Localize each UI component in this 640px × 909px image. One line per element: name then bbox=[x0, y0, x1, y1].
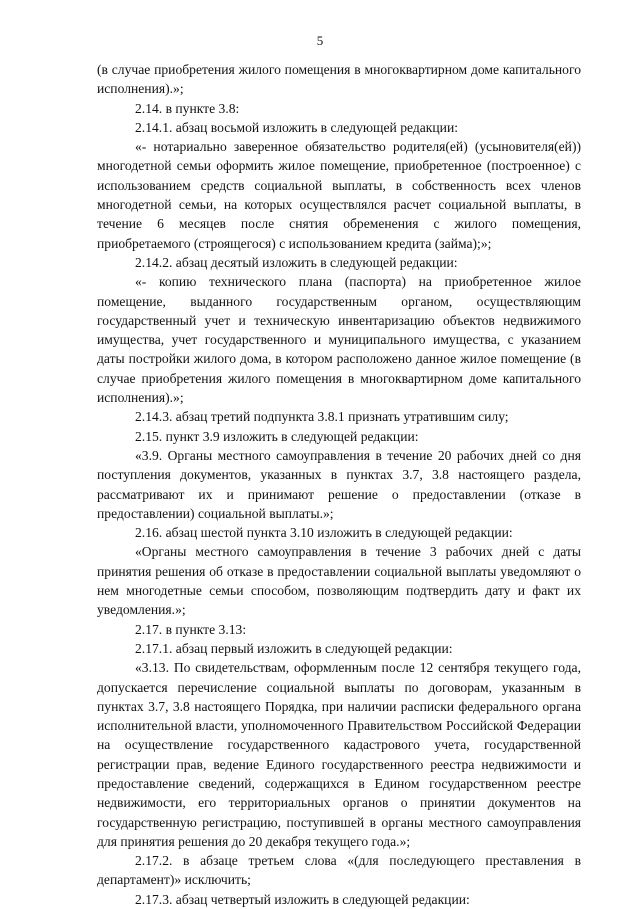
paragraph: 2.17.1. абзац первый изложить в следующей редакции: bbox=[135, 640, 453, 656]
paragraph: 2.17. в пункте 3.13: bbox=[135, 621, 247, 637]
paragraph: 2.14. в пункте 3.8: bbox=[135, 100, 240, 116]
paragraph: «Органы местного самоуправления в течение 3 рабочих дней с даты принятия решения об отказе в предоставлении социальной выплаты уведомляют о нем многодетные семьи способом, позволяющим подтвердить дату и факт их уведомления.»; bbox=[97, 544, 581, 618]
paragraph: 2.17.2. в абзаце третьем слова «(для последующего преставления в департамент)» исключить; bbox=[97, 853, 581, 888]
paragraph: «3.13. По свидетельствам, оформленным после 12 сентября текущего года, допускается перечисление социальной выплаты по договорам, указанным в пунктах 3.7, 3.8 настоящего Порядка, при наличии расписки федерального органа исполнительной власти, уполномоченного Правительством Российской Федерации на осуществление государственного кадастрового учета, государственной регистрации прав, ведение Единого государственного реестра недвижимости и предоставление сведений, содержащихся в Едином государственном реестре недвижимости, его территориальных органов о принятии документов на государственную регистрацию, поступившей в органы местного самоуправления для принятия решения до 20 декабря текущего года.»; bbox=[97, 660, 581, 849]
paragraph: «- копию технического плана (паспорта) на приобретенное жилое помещение, выданного государственным органом, осуществляющим государственный учет и техническую инвентаризацию объектов недвижимого имущества, учет государственного и муниципального имущества, с указанием даты постройки жилого дома, в котором расположено данное жилое помещение (в случае приобретения жилого помещения в многоквартирном доме капитального исполнения).»; bbox=[97, 274, 581, 406]
paragraph: 2.16. абзац шестой пункта 3.10 изложить в следующей редакции: bbox=[135, 525, 513, 541]
paragraph: 2.14.1. абзац восьмой изложить в следующей редакции: bbox=[135, 119, 459, 135]
paragraph: «- нотариально заверенное обязательство родителя(ей) (усыновителя(ей)) многодетной семьи оформить жилое помещение, приобретенное (построенное) с использованием средств социальной выплаты, в собственность всех членов многодетной семьи, на которых осуществлялся расчет социальной выплаты, в течение 6 месяцев после снятия обременения с жилого помещения, приобретаемого (строящегося) с использованием кредита (займа);»; bbox=[97, 139, 581, 251]
paragraph: «3.9. Органы местного самоуправления в течение 20 рабочих дней со дня поступления документов, указанных в пунктах 3.7, 3.8 настоящего раздела, рассматривают их и принимают решение о предоставлении (отказе в предоставлении) социальной выплаты.»; bbox=[97, 447, 581, 521]
page-number: 5 bbox=[316, 33, 324, 48]
paragraph: (в случае приобретения жилого помещения в многоквартирном доме капитального исполнения).»; bbox=[97, 62, 581, 97]
paragraph: 2.15. пункт 3.9 изложить в следующей редакции: bbox=[135, 428, 419, 444]
paragraph: 2.17.3. абзац четвертый изложить в следующей редакции: bbox=[135, 891, 470, 907]
document-body bbox=[97, 60, 581, 909]
paragraph: 2.14.2. абзац десятый изложить в следующей редакции: bbox=[135, 254, 458, 270]
paragraph: 2.14.3. абзац третий подпункта 3.8.1 признать утратившим силу; bbox=[135, 409, 509, 425]
